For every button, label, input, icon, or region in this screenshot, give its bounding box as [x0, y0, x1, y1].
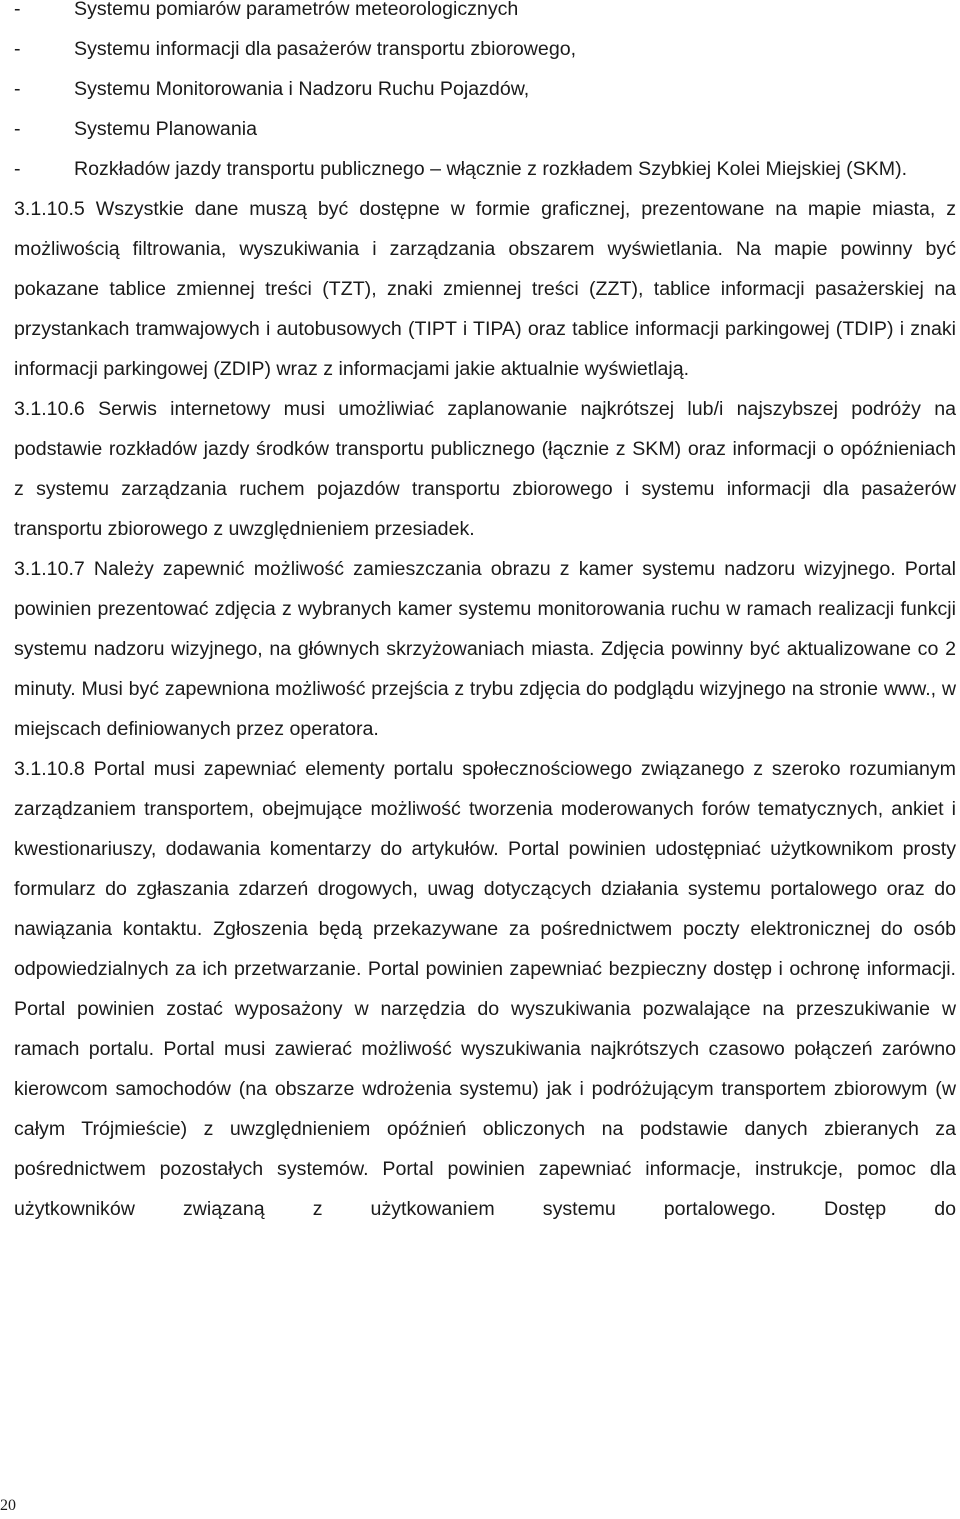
list-dash: -	[14, 158, 21, 180]
list-dash: -	[14, 0, 21, 20]
paragraph-3-1-10-7: 3.1.10.7 Należy zapewnić możliwość zamieszczania obrazu z kamer systemu nadzoru wizyjnego. Portal powinien prezentować zdjęcia z wybranych kamer systemu monitorowania ruchu w ramach realizacji funkcji systemu nadzoru wizyjnego, na głównych skrzyżowaniach miasta. Zdjęcia powinny być aktualizowane co 2 minuty. Musi być zapewniona możliwość przejścia z trybu zdjęcia do podglądu wizyjnego na stronie www., w miejscach definiowanych przez operatora.	[14, 558, 956, 740]
list-dash: -	[14, 118, 21, 140]
paragraph-3-1-10-6: 3.1.10.6 Serwis internetowy musi umożliwiać zaplanowanie najkrótszej lub/i najszybszej podróży na podstawie rozkładów jazdy środków transportu publicznego (łącznie z SKM) oraz informacji o opóźnieniach z systemu zarządzania ruchem pojazdów transportu zbiorowego i systemu informacji dla pasażerów transportu zbiorowego z uwzględnieniem przesiadek.	[14, 398, 956, 540]
list-item-text: Systemu Planowania	[74, 118, 257, 140]
page-number: 20	[0, 1497, 16, 1514]
list-item-text: Systemu pomiarów parametrów meteorologicznych	[74, 0, 519, 20]
list-item	[14, 29, 956, 69]
list-item-text: Systemu informacji dla pasażerów transportu zbiorowego,	[74, 38, 577, 60]
list-dash: -	[14, 78, 21, 100]
paragraph-3-1-10-5: 3.1.10.5 Wszystkie dane muszą być dostępne w formie graficznej, prezentowane na mapie miasta, z możliwością filtrowania, wyszukiwania i zarządzania obszarem wyświetlania. Na mapie powinny być pokazane tablice zmiennej treści (TZT), znaki zmiennej treści (ZZT), tablice informacji pasażerskiej na przystankach tramwajowych i autobusowych (TIPT i TIPA) oraz tablice informacji parkingowej (TDIP) i znaki informacji parkingowej (ZDIP) wraz z informacjami jakie aktualnie wyświetlają.	[14, 198, 956, 380]
document-body	[14, 0, 956, 1229]
list-item	[14, 109, 956, 149]
system-list	[14, 0, 956, 189]
list-dash: -	[14, 38, 21, 60]
list-item-text: Rozkładów jazdy transportu publicznego – włącznie z rozkładem Szybkiej Kolei Miejskiej (SKM).	[74, 158, 908, 180]
list-item	[14, 69, 956, 109]
list-item-text: Systemu Monitorowania i Nadzoru Ruchu Pojazdów,	[74, 78, 530, 100]
list-item	[14, 0, 956, 29]
list-item	[14, 149, 956, 189]
paragraph-3-1-10-8: 3.1.10.8 Portal musi zapewniać elementy portalu społecznościowego związanego z szeroko rozumianym zarządzaniem transportem, obejmujące możliwość tworzenia moderowanych forów tematycznych, ankiet i kwestionariuszy, dodawania komentarzy do artykułów. Portal powinien udostępniać użytkownikom prosty formularz do zgłaszania zdarzeń drogowych, uwag dotyczących działania systemu portalowego oraz do nawiązania kontaktu. Zgłoszenia będą przekazywane za pośrednictwem poczty elektronicznej do osób odpowiedzialnych za ich przetwarzanie. Portal powinien zapewniać bezpieczny dostęp i ochronę informacji. Portal powinien zostać wyposażony w narzędzia do wyszukiwania pozwalające na przeszukiwanie w ramach portalu. Portal musi zawierać możliwość wyszukiwania najkrótszych czasowo połączeń zarówno kierowcom samochodów (na obszarze wdrożenia systemu) jak i podróżującym transportem zbiorowym (w całym Trójmieście) z uwzględnieniem opóźnień obliczonych na podstawie danych zbieranych za pośrednictwem pozostałych systemów. Portal powinien zapewniać informacje, instrukcje, pomoc dla użytkowników związaną z użytkowaniem systemu portalowego. Dostęp do	[14, 758, 956, 1220]
